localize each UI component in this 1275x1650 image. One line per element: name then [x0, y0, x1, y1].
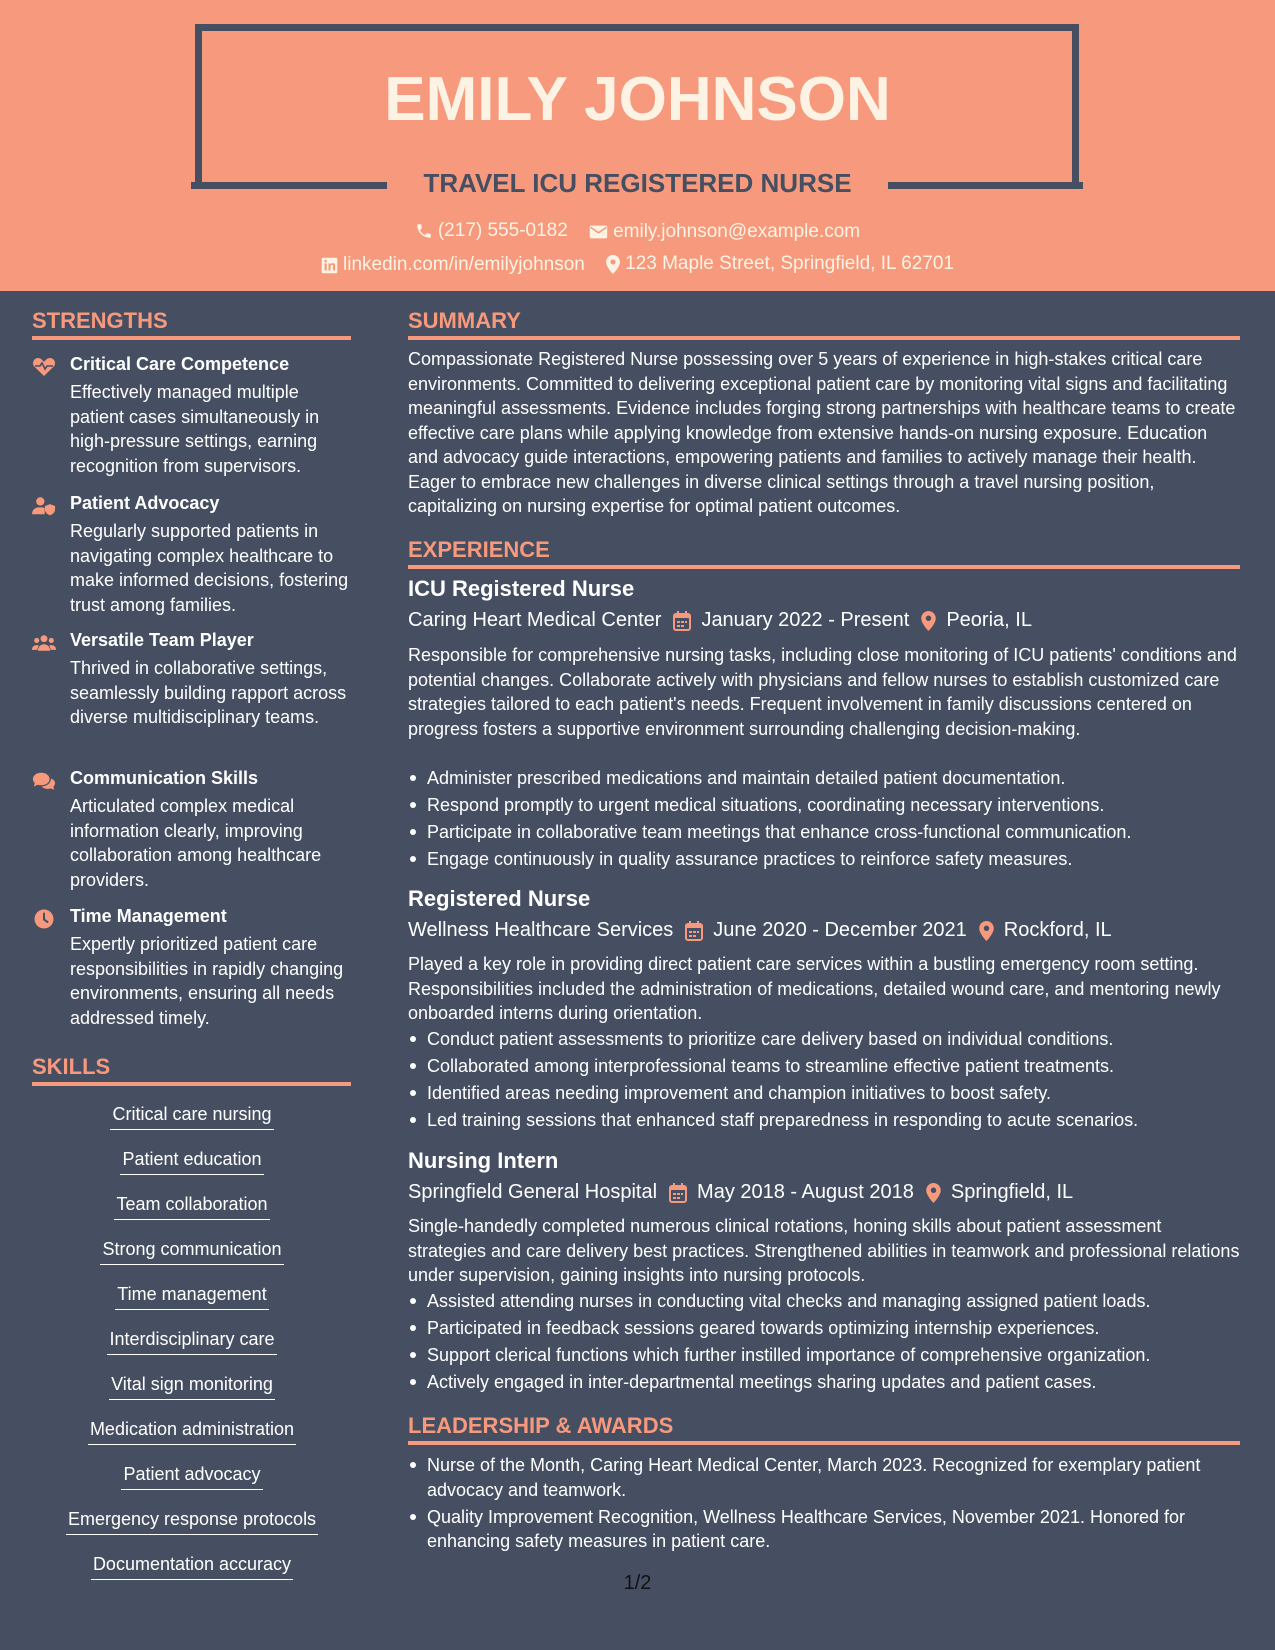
contact-row-1 [0, 220, 1275, 246]
job-meta [408, 1181, 1073, 1204]
map-marker-icon [606, 255, 620, 274]
skill-label: Patient advocacy [121, 1464, 262, 1490]
summary-heading: SUMMARY [408, 308, 521, 333]
strength-description: Effectively managed multiple patient cases simultaneously in high-pressure settings, earning recognition from supervisors. [70, 382, 320, 476]
bullet-item: Engage continuously in quality assurance practices to reinforce safety measures. [408, 847, 1240, 872]
skill-label: Emergency response protocols [66, 1509, 318, 1535]
job-description: Responsible for comprehensive nursing tasks, including close monitoring of ICU patients' conditions and potential changes. Collaborate actively with physicians and fellow nurses to establish customized care strategies tailored to each patient's needs. Frequent involvement in family discussions centered on progress fosters a supportive environment surrounding challenging decision-making. [408, 645, 1237, 739]
job-description: Played a key role in providing direct patient care services within a bustling emergency room setting. Responsibilities included the administration of medications, detailed wound care, and mentoring newly onboarded interns during orientation. [408, 954, 1221, 1023]
skill-item [32, 1149, 352, 1175]
skill-label: Critical care nursing [110, 1104, 273, 1130]
job-title: ICU Registered Nurse [408, 576, 635, 601]
company-name: Caring Heart Medical Center [408, 609, 662, 631]
skill-label: Time management [115, 1284, 268, 1310]
address-text: 123 Maple Street, Springfield, IL 62701 [625, 253, 954, 274]
job-description: Single-handedly completed numerous clinical rotations, honing skills about patient assessment strategies and care delivery best practices. Strengthened abilities in teamwork and professional relations under supervision, gaining insights into nursing protocols. [408, 1216, 1240, 1285]
phone-icon [415, 222, 433, 240]
heartbeat-icon [32, 357, 56, 377]
strength-title: Versatile Team Player [70, 630, 254, 650]
job-meta [408, 919, 1112, 942]
calendar-icon [669, 1183, 687, 1203]
skill-item [32, 1104, 352, 1130]
strength-description: Thrived in collaborative settings, seamlessly building rapport across diverse multidisciplinary teams. [70, 658, 347, 727]
candidate-name: EMILY JOHNSON [384, 65, 891, 134]
job-bullets [408, 1289, 1240, 1397]
users-icon [32, 633, 56, 653]
skill-item [32, 1284, 352, 1310]
phone-text: (217) 555-0182 [437, 220, 568, 241]
bullet-item: Identified areas needing improvement and champion initiatives to boost safety. [408, 1081, 1240, 1106]
calendar-icon [685, 921, 703, 941]
bullet-item: Participated in feedback sessions geared towards optimizing internship experiences. [408, 1316, 1240, 1341]
skill-label: Strong communication [100, 1239, 283, 1265]
job-meta [408, 609, 1032, 632]
strength-title: Critical Care Competence [70, 354, 290, 374]
email-contact[interactable] [589, 221, 860, 243]
skill-label: Team collaboration [114, 1194, 269, 1220]
phone-contact[interactable] [415, 220, 568, 242]
skills-rule [32, 1082, 351, 1086]
job-location: Springfield, IL [950, 1181, 1074, 1203]
strength-title: Time Management [70, 906, 227, 926]
job-bullets [408, 766, 1240, 874]
leadership-heading: LEADERSHIP & AWARDS [408, 1413, 674, 1438]
header-banner [0, 0, 1275, 291]
strengths-heading: STRENGTHS [32, 308, 168, 333]
skills-heading: SKILLS [32, 1054, 111, 1079]
page-number: 1/2 [623, 1572, 652, 1594]
summary-text: Compassionate Registered Nurse possessing over 5 years of experience in high-stakes critical care environments. Committed to delivering exceptional patient care by monitoring vital signs and facilitating meaningful assessments. Evidence includes forging strong partnerships with healthcare teams to create effective care plans while applying knowledge from extensive hands-on nursing exposure. Education and advocacy guide interactions, empowering patients and families to actively manage their health. Eager to embrace new challenges in diverse clinical settings through a travel nursing position, capitalizing on nursing expertise for optimal patient outcomes. [408, 349, 1236, 516]
award-item: Nurse of the Month, Caring Heart Medical Center, March 2023. Recognized for exemplary patient advocacy and teamwork. [408, 1453, 1240, 1502]
job-title: Nursing Intern [408, 1148, 559, 1173]
experience-heading: EXPERIENCE [408, 537, 550, 562]
job-location: Peoria, IL [946, 609, 1032, 631]
strengths-rule [32, 336, 351, 340]
job-bullets [408, 1027, 1240, 1135]
job-dates: June 2020 - December 2021 [713, 919, 967, 941]
skill-item [32, 1194, 352, 1220]
skill-label: Patient education [120, 1149, 263, 1175]
leadership-rule [408, 1441, 1240, 1445]
strength-description: Regularly supported patients in navigating complex healthcare to make informed decisions, fostering trust among families. [70, 521, 349, 615]
map-marker-icon [979, 921, 994, 941]
map-marker-icon [926, 1183, 941, 1203]
skill-item [32, 1374, 352, 1400]
job-dates: May 2018 - August 2018 [697, 1181, 914, 1203]
company-name: Springfield General Hospital [408, 1181, 658, 1203]
leadership-bullets [408, 1453, 1240, 1556]
skill-item [32, 1329, 352, 1355]
bullet-item: Support clerical functions which further instilled importance of comprehensive organization. [408, 1343, 1240, 1368]
bullet-item: Led training sessions that enhanced staff preparedness in responding to acute scenarios. [408, 1108, 1240, 1133]
skill-item [32, 1239, 352, 1265]
skill-item [32, 1464, 352, 1490]
linkedin-contact[interactable] [321, 254, 585, 276]
company-name: Wellness Healthcare Services [408, 919, 674, 941]
envelope-icon [589, 224, 608, 240]
bullet-item: Actively engaged in inter-departmental meetings sharing updates and patient cases. [408, 1370, 1240, 1395]
job-title: Registered Nurse [408, 886, 591, 911]
linkedin-icon [321, 257, 338, 274]
award-item: Quality Improvement Recognition, Wellness Healthcare Services, November 2021. Honored for enhancing safety measures in patient care. [408, 1505, 1240, 1554]
skill-label: Documentation accuracy [91, 1554, 293, 1580]
job-dates: January 2022 - Present [701, 609, 910, 631]
bullet-item: Participate in collaborative team meetings that enhance cross-functional communication. [408, 820, 1240, 845]
comments-icon [32, 771, 56, 791]
skill-item [32, 1419, 352, 1445]
bullet-item: Collaborated among interprofessional teams to streamline effective patient treatments. [408, 1054, 1240, 1079]
bullet-item: Conduct patient assessments to prioritize care delivery based on individual conditions. [408, 1027, 1240, 1052]
calendar-icon [673, 611, 691, 631]
strength-description: Articulated complex medical information clearly, improving collaboration among healthcare providers. [70, 796, 322, 890]
bullet-item: Assisted attending nurses in conducting vital checks and managing assigned patient loads. [408, 1289, 1240, 1314]
skill-label: Vital sign monitoring [109, 1374, 275, 1400]
address-contact [606, 253, 954, 275]
linkedin-text: linkedin.com/in/emilyjohnson [343, 254, 585, 275]
skill-label: Medication administration [88, 1419, 296, 1445]
map-marker-icon [921, 611, 936, 631]
summary-rule [408, 336, 1240, 340]
bullet-item: Respond promptly to urgent medical situations, coordinating necessary interventions. [408, 793, 1240, 818]
email-text: emily.johnson@example.com [613, 221, 861, 242]
contact-row-2 [0, 253, 1275, 280]
user-shield-icon [32, 496, 56, 516]
clock-icon [32, 909, 56, 929]
strength-title: Patient Advocacy [70, 493, 220, 513]
experience-rule [408, 565, 1240, 569]
bullet-item: Administer prescribed medications and maintain detailed patient documentation. [408, 766, 1240, 791]
skill-item [32, 1509, 352, 1535]
strength-title: Communication Skills [70, 768, 259, 788]
strength-description: Expertly prioritized patient care responsibilities in rapidly changing environments, ensuring all needs addressed timely. [70, 934, 344, 1028]
job-title-heading: TRAVEL ICU REGISTERED NURSE [423, 168, 852, 198]
job-location: Rockford, IL [1003, 919, 1112, 941]
skill-label: Interdisciplinary care [107, 1329, 276, 1355]
